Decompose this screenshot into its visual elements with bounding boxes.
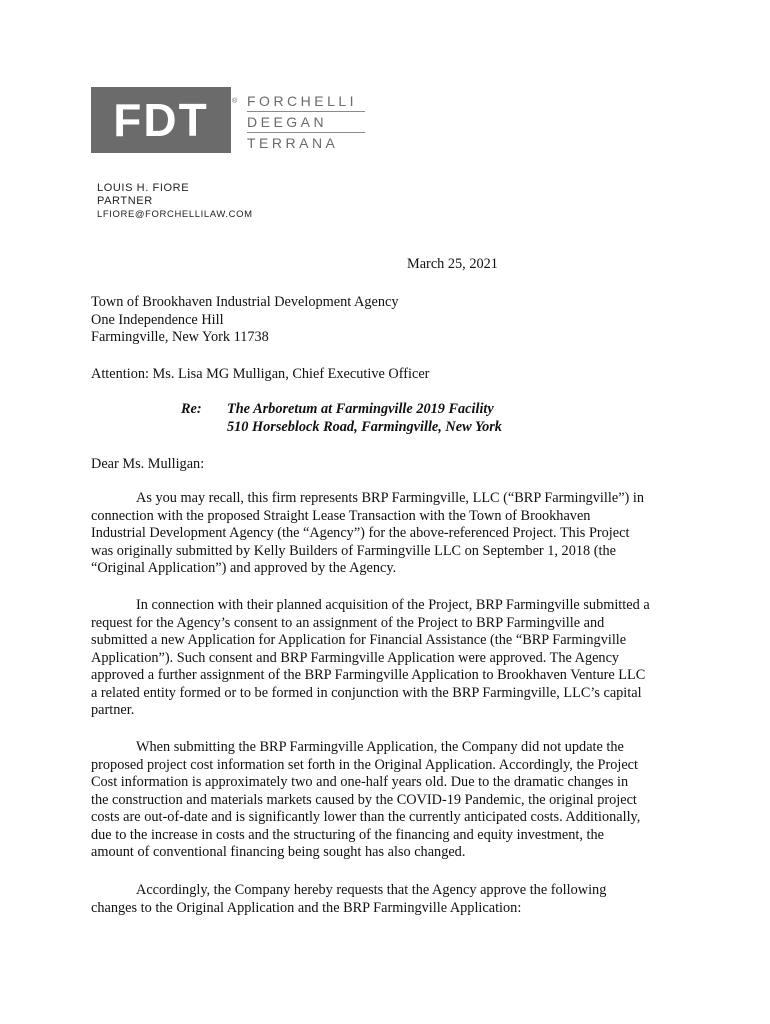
- paragraph-line: proposed project cost information set forth in the Original Application. Accordingly, the Project: [91, 756, 638, 773]
- paragraph-line: request for the Agency’s consent to an assignment of the Project to BRP Farmingville and: [91, 614, 605, 631]
- paragraph-line: the construction and materials markets caused by the COVID-19 Pandemic, the original project: [91, 791, 637, 808]
- recipient-line: Town of Brookhaven Industrial Development Agency: [91, 294, 399, 310]
- sender-email: LFIORE@FORCHELLILAW.COM: [97, 209, 253, 220]
- sender-title: PARTNER: [97, 195, 153, 207]
- sender-name: LOUIS H. FIORE: [97, 182, 190, 194]
- registered-mark: ®: [232, 98, 238, 105]
- firm-name-line-2: DEEGAN: [247, 114, 328, 130]
- sender-block: [97, 182, 253, 221]
- paragraph-line: costs are out-of-date and is significantly lower than the currently anticipated costs. Additionally,: [91, 809, 641, 825]
- body-paragraph: [91, 597, 683, 720]
- firm-name-line-1: FORCHELLI: [247, 93, 358, 109]
- body-paragraph: [91, 882, 683, 917]
- body-paragraph: [91, 739, 683, 862]
- paragraph-line: a related entity formed or to be formed in conjunction with the BRP Farmingville, LLC’s capital: [91, 684, 642, 701]
- paragraph-line: Application”). Such consent and BRP Farmingville Application were approved. The Agency: [91, 649, 620, 666]
- body-paragraph: [91, 490, 683, 578]
- firm-divider: [247, 132, 365, 133]
- re-subject-line: The Arboretum at Farmingville 2019 Facility: [227, 401, 494, 417]
- paragraph-line: approved a further assignment of the BRP Farmingville Application to Brookhaven Venture LLC: [91, 667, 646, 683]
- paragraph-line: changes to the Original Application and the BRP Farmingville Application:: [91, 899, 522, 916]
- logo-text: FDT: [113, 94, 209, 146]
- firm-divider: [247, 111, 365, 112]
- re-subject: [227, 401, 502, 436]
- paragraph-line: In connection with their planned acquisition of the Project, BRP Farmingville submitted a: [136, 597, 650, 613]
- re-label: Re:: [181, 401, 202, 417]
- paragraph-line: amount of conventional financing being sought has also changed.: [91, 844, 466, 860]
- paragraph-line: Cost information is approximately two and one-half years old. Due to the dramatic changes in: [91, 774, 629, 790]
- paragraph-line: Industrial Development Agency (the “Agency”) for the above-referenced Project. This Project: [91, 525, 630, 541]
- salutation: Dear Ms. Mulligan:: [91, 456, 205, 472]
- paragraph-line: submitted a new Application for Application for Financial Assistance (the “BRP Farmingville: [91, 632, 627, 648]
- paragraph-line: connection with the proposed Straight Lease Transaction with the Town of Brookhaven: [91, 507, 591, 524]
- firm-name-line-3: TERRANA: [247, 135, 339, 151]
- re-subject-line: 510 Horseblock Road, Farmingville, New York: [227, 418, 502, 435]
- firm-logo: [91, 87, 231, 153]
- recipient-address: [91, 294, 399, 347]
- recipient-line: One Independence Hill: [91, 311, 224, 328]
- paragraph-line: Accordingly, the Company hereby requests that the Agency approve the following: [136, 882, 607, 898]
- recipient-line: Farmingville, New York 11738: [91, 329, 269, 345]
- paragraph-line: due to the increase in costs and the structuring of the financing and equity investment, the: [91, 826, 604, 843]
- paragraph-line: “Original Application”) and approved by the Agency.: [91, 560, 397, 576]
- letter-date: March 25, 2021: [407, 256, 498, 272]
- paragraph-line: partner.: [91, 702, 135, 718]
- paragraph-line: was originally submitted by Kelly Builders of Farmingville LLC on September 1, 2018 (the: [91, 542, 616, 559]
- paragraph-line: As you may recall, this firm represents BRP Farmingville, LLC (“BRP Farmingville”) in: [136, 490, 644, 506]
- attention-line: Attention: Ms. Lisa MG Mulligan, Chief Executive Officer: [91, 366, 430, 382]
- paragraph-line: When submitting the BRP Farmingville Application, the Company did not update the: [136, 739, 624, 755]
